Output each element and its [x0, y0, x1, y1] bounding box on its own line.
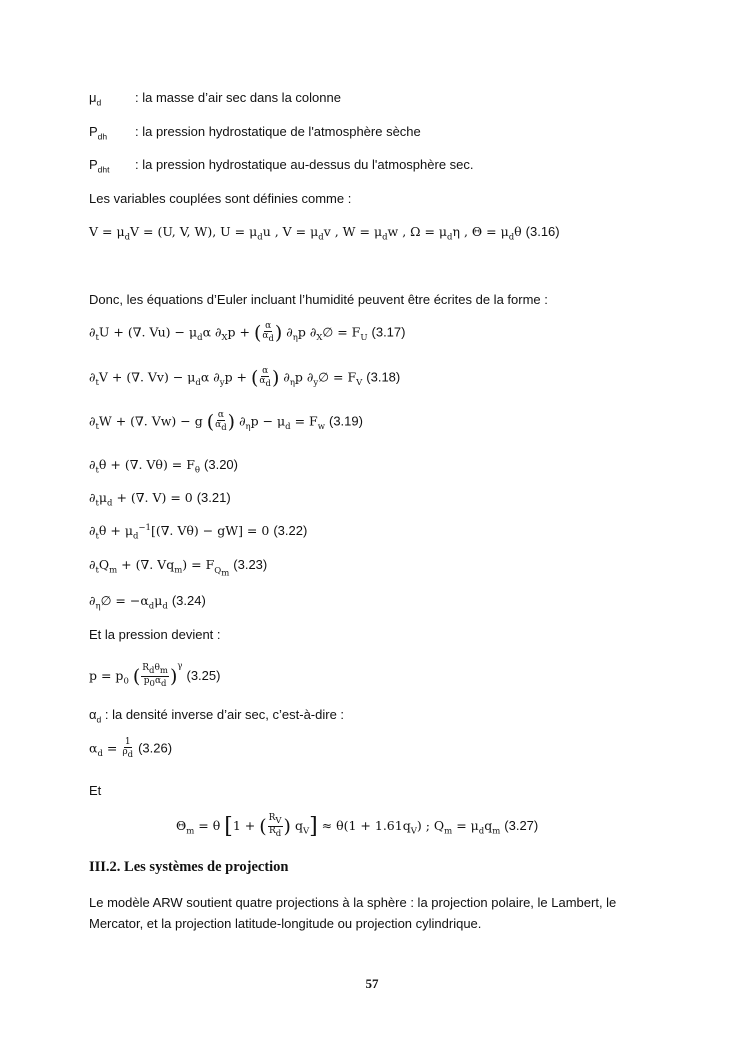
equation-number: (3.22) [273, 523, 308, 539]
section-paragraph: Le modèle ARW soutient quatre projections à la sphère : la projection polaire, le Lambert, le Mercator, et la projection latitude-longitude ou projection cylindrique. [89, 895, 617, 931]
coupled-variables-intro: Les variables couplées sont définies comme : [89, 191, 352, 206]
equation-3-21: $\partial_t\mu_d$ + (∇. V) = 0 (3.21) [89, 490, 231, 509]
equation-3-26: $\alpha_d$ = $\frac{1}{\rho_d}$ (3.26) [89, 737, 173, 761]
definition-p-dht [89, 157, 474, 175]
definition-text: : la pression hydrostatique au-dessus du l'atmosphère sec. [135, 157, 474, 172]
et-text: Et [89, 783, 102, 798]
definition-symbol: $P_{dh}$ [89, 124, 108, 142]
page-number: 57 [365, 976, 379, 991]
pressure-intro: Et la pression devient : [89, 627, 221, 642]
equation-3-22: $\partial_t\theta + \mu_d^{-1}[(\nabla$. Vθ) − gW] = 0 (3.22) [89, 523, 308, 542]
section-heading: III.2. Les systèmes de projection [89, 859, 289, 875]
equation-number: (3.20) [204, 457, 238, 472]
equation-number: (3.17) [371, 324, 406, 340]
alpha-d-symbol: $\alpha_d$ [89, 707, 102, 725]
equation-number: (3.23) [233, 557, 268, 572]
equation-3-18: $\partial_tV$ + (∇. $Vv) - \mu_d\alpha$ $\partial_yp$ + ( $\frac{\alpha}{\alpha_d}$ ) $\partial_\eta p$ $\partial_y\emptyset = F_V$ (3.18) [89, 366, 401, 390]
definition-p-dh [89, 124, 421, 142]
definition-symbol: $\mu_d$ [89, 90, 102, 108]
equation-3-24: $\partial_\eta\emptyset = -\alpha_d\mu_d$ (3.24) [89, 593, 206, 612]
equation-number: (3.25) [186, 668, 221, 683]
definition-mu-d [89, 90, 341, 108]
equation-3-17: $\partial_tU$ + (∇. $Vu) - \mu_d\alpha$ $\partial_Xp$ + ( $\frac{\alpha}{\alpha_d}$ ) $\partial_\eta p$ $\partial_X\emptyset = F_U$ (3.17) [89, 321, 406, 345]
equation-number: (3.27) [504, 818, 539, 833]
equation-3-23: $\partial_tQ_m$ + (∇. $Vq_m) = F_{Q_m}$ (3.23) [89, 557, 268, 579]
alpha-d-definition [89, 707, 344, 725]
definition-symbol: $P_{dht}$ [89, 157, 110, 175]
definition-text: : la pression hydrostatique de l'atmosphère sèche [135, 124, 421, 139]
equation-3-25: $p = p_0$ ( $\frac{R_d\theta_m}{p_0\alpha_d}$ )$^\gamma$ (3.25) [89, 661, 221, 689]
euler-intro: Donc, les équations d’Euler incluant l’humidité peuvent être écrites de la forme : [89, 292, 548, 307]
equation-number: (3.21) [196, 490, 231, 505]
equation-3-20: $\partial_t\theta$ + (∇. $V\theta) = F_\theta$ (3.20) [89, 457, 238, 476]
equation-3-27: $\Theta_m = \theta$ [1 + ( $\frac{R_V}{R_d}$ ) $q_V] \approx \theta(1 + 1.61q_V)$ ; $Q_m = \mu_dq_m$ (3.27) [176, 813, 539, 839]
equation-number: (3.26) [138, 740, 173, 756]
equation-number: (3.18) [366, 369, 401, 385]
alpha-d-text: : la densité inverse d’air sec, c’est-à-dire : [104, 707, 345, 722]
definition-text: : la masse d’air sec dans la colonne [135, 90, 341, 105]
equation-3-16: $V = \mu_dV = (U$, V, W), $U = \mu_du$ , $V = \mu_dv$ , $W = \mu_dw$ , $\Omega = \mu_d\eta$ , $\Theta = \mu_d\theta$ (3.16) [89, 224, 560, 243]
equation-number: (3.19) [328, 413, 363, 429]
equation-number: (3.24) [171, 593, 206, 608]
equation-3-19: $\partial_tW$ + (∇. Vw) − g ( $\frac{\alpha}{\alpha_d}$ ) $\partial_\eta p - \mu_d = F_w$ (3.19) [89, 410, 363, 434]
